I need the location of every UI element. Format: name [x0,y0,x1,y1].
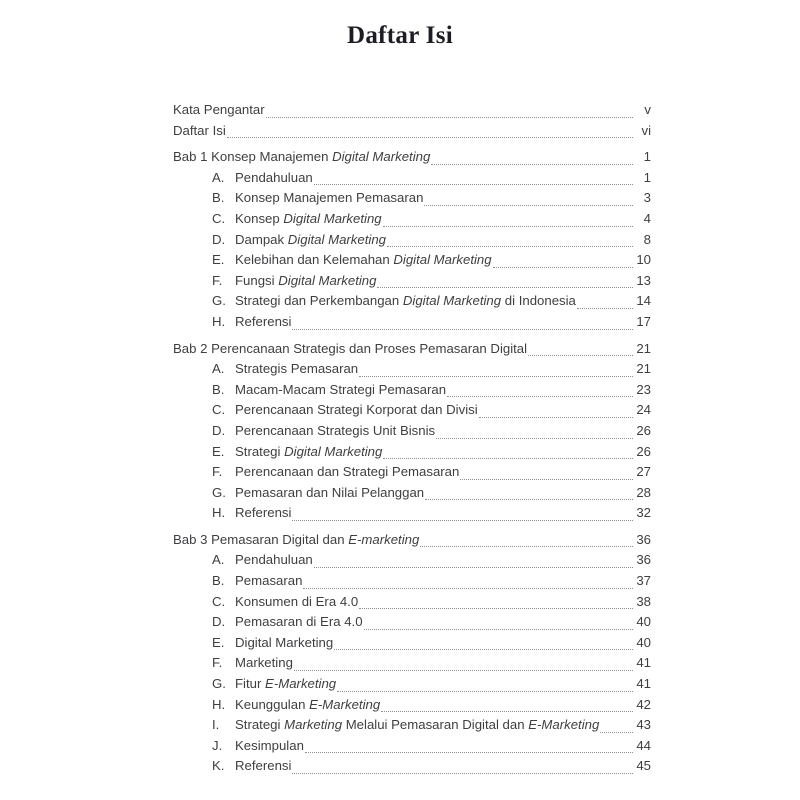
toc-entry-page-number: 36 [636,552,651,568]
toc-entry-page-number: 4 [643,210,651,226]
toc-dot-leader [479,417,633,418]
toc-entry-page-number: 21 [636,340,651,356]
toc-entry-page-number: 21 [636,361,651,377]
toc-entry-title: Konsep Manajemen Pemasaran [235,190,424,206]
toc-entry-title: Pemasaran di Era 4.0 [235,614,363,630]
toc-entry-page-number: 1 [643,149,651,165]
toc-entry-title: Pendahuluan [235,169,313,185]
toc-entry-title: Strategi dan Perkembangan Digital Marketing di Indonesia [235,293,576,309]
toc-dot-leader [334,649,633,650]
toc-dot-leader [420,546,633,547]
toc-entry-title: Referensi [235,313,292,329]
toc-entry-page-number: 41 [636,655,651,671]
toc-dot-leader [424,205,633,206]
toc-entry-title: Macam-Macam Strategi Pemasaran [235,381,447,397]
toc-entry-title: Daftar Isi [173,122,226,138]
toc-entry-page-number: 26 [636,422,651,438]
toc-dot-leader [292,329,633,330]
toc-entry-page-number: 43 [636,717,651,733]
toc-entry-page-number: 26 [636,443,651,459]
toc-entry-letter: G. [212,484,226,500]
toc-entry-letter: E. [212,252,225,268]
toc-entry-title: Bab 3 Pemasaran Digital dan E-marketing [173,531,420,547]
toc-entry-letter: I. [212,717,220,733]
toc-entry[interactable] [173,188,651,209]
toc-entry[interactable] [173,421,651,442]
toc-entry-letter: F. [212,272,223,288]
toc-entry-letter: C. [212,593,226,609]
toc-entry-page-number: 23 [636,381,651,397]
toc-dot-leader [292,773,633,774]
toc-entry[interactable] [173,250,651,271]
toc-entry[interactable] [173,380,651,401]
toc-entry-page-number: 41 [636,676,651,692]
toc-entry-letter: B. [212,190,225,206]
toc-entry[interactable] [173,503,651,524]
toc-dot-leader [436,438,633,439]
toc-entry-title: Perencanaan Strategis Unit Bisnis [235,422,436,438]
toc-entry[interactable] [173,271,651,292]
toc-entry[interactable] [173,400,651,421]
toc-entry-title: Pemasaran [235,573,303,589]
toc-entry-letter: H. [212,696,226,712]
toc-entry-page-number: 45 [636,758,651,774]
toc-dot-leader [447,396,633,397]
toc-entry-page-number: 42 [636,696,651,712]
toc-entry-letter: B. [212,381,225,397]
toc-dot-leader [266,117,633,118]
toc-entry-letter: A. [212,361,225,377]
toc-entry-title: Pemasaran dan Nilai Pelanggan [235,484,425,500]
toc-entry-title: Dampak Digital Marketing [235,231,386,247]
toc-entry[interactable] [173,674,651,695]
page-title: Daftar Isi [346,22,453,49]
toc-dot-leader [305,752,633,753]
toc-entry-letter: F. [212,655,223,671]
toc-entry-page-number: 14 [636,293,651,309]
toc-entry[interactable] [173,121,651,142]
toc-dot-leader [381,711,633,712]
toc-entry-letter: A. [212,169,225,185]
toc-entry-page-number: 37 [636,573,651,589]
toc-entry[interactable] [173,483,651,504]
toc-entry[interactable] [173,359,651,380]
toc-entry-title: Kelebihan dan Kelemahan Digital Marketing [235,252,492,268]
toc-entry[interactable] [173,312,651,333]
toc-entry[interactable] [173,168,651,189]
toc-entry[interactable] [173,633,651,654]
toc-entry[interactable] [173,462,651,483]
toc-entry[interactable] [173,571,651,592]
toc-entry-page-number: 40 [636,634,651,650]
toc-entry-letter: D. [212,614,226,630]
table-of-contents [173,100,651,777]
toc-entry-title: Kesimpulan [235,737,304,753]
toc-entry-page-number: 3 [643,190,651,206]
toc-dot-leader [431,164,633,165]
toc-dot-leader [383,458,633,459]
toc-entry-letter: E. [212,443,225,459]
toc-entry[interactable] [173,592,651,613]
toc-entry-page-number: 32 [636,505,651,521]
toc-dot-leader [359,376,633,377]
toc-entry-page-number: 36 [636,531,651,547]
toc-entry-letter: C. [212,210,226,226]
toc-entry-title: Pendahuluan [235,552,313,568]
toc-entry-title: Keunggulan E-Marketing [235,696,381,712]
toc-entry-page-number: 38 [636,593,651,609]
toc-entry-letter: H. [212,505,226,521]
toc-entry[interactable] [173,530,651,551]
toc-entry-title: Strategi Marketing Melalui Pemasaran Digital dan E-Marketing [235,717,600,733]
toc-dot-leader [314,184,633,185]
toc-entry-letter: B. [212,573,225,589]
toc-entry-title: Strategis Pemasaran [235,361,359,377]
toc-entry-title: Kata Pengantar [173,102,265,117]
toc-dot-leader [600,732,633,733]
toc-entry-title: Perencanaan dan Strategi Pemasaran [235,464,460,480]
toc-entry[interactable] [173,612,651,633]
toc-entry-title: Bab 1 Konsep Manajemen Digital Marketing [173,149,431,165]
toc-entry-letter: G. [212,293,226,309]
toc-entry-page-number: 10 [636,252,651,268]
toc-dot-leader [314,567,633,568]
toc-entry[interactable] [173,291,651,312]
toc-entry-letter: G. [212,676,226,692]
toc-dot-leader [528,355,633,356]
toc-entry-title: Digital Marketing [235,634,334,650]
toc-entry-title: Bab 2 Perencanaan Strategis dan Proses Pemasaran Digital [173,340,528,356]
toc-entry-page-number: 44 [636,737,651,753]
toc-entry-title: Strategi Digital Marketing [235,443,383,459]
toc-entry-title: Konsep Digital Marketing [235,210,382,226]
toc-dot-leader [364,629,633,630]
toc-entry[interactable] [173,715,651,736]
toc-entry[interactable] [173,442,651,463]
toc-entry-page-number: 8 [643,231,651,247]
toc-entry[interactable] [173,100,651,121]
toc-entry-letter: H. [212,313,226,329]
toc-entry[interactable] [173,209,651,230]
toc-dot-leader [425,499,633,500]
toc-dot-leader [377,287,633,288]
toc-entry-letter: D. [212,231,226,247]
toc-entry-page-number: 13 [636,272,651,288]
toc-entry-letter: D. [212,422,226,438]
toc-entry-letter: K. [212,758,225,774]
toc-dot-leader [460,479,633,480]
toc-entry-title: Fitur E-Marketing [235,676,337,692]
toc-entry-page-number: 1 [643,169,651,185]
toc-entry-page-number: 27 [636,464,651,480]
toc-entry-title: Marketing [235,655,293,671]
toc-entry-title: Referensi [235,505,292,521]
toc-dot-leader [359,608,633,609]
toc-dot-leader [387,246,633,247]
toc-entry[interactable] [173,550,651,571]
toc-dot-leader [294,670,633,671]
toc-dot-leader [303,588,633,589]
toc-entry[interactable] [173,653,651,674]
toc-entry-page-number: 17 [636,313,651,329]
toc-dot-leader [292,520,633,521]
toc-dot-leader [337,691,633,692]
toc-entry[interactable] [173,695,651,716]
toc-entry-page-number: v [644,102,651,117]
toc-entry-page-number: 40 [636,614,651,630]
toc-entry-page-number: 28 [636,484,651,500]
toc-entry-letter: J. [212,737,223,753]
toc-entry-title: Konsumen di Era 4.0 [235,593,359,609]
toc-entry-letter: E. [212,634,225,650]
toc-entry[interactable] [173,230,651,251]
toc-entry[interactable] [173,736,651,757]
toc-entry-title: Fungsi Digital Marketing [235,272,377,288]
toc-dot-leader [227,137,633,138]
toc-entry-letter: C. [212,402,226,418]
toc-dot-leader [577,308,633,309]
toc-entry-page-number: vi [641,122,651,138]
toc-entry[interactable] [173,147,651,168]
toc-entry[interactable] [173,339,651,360]
toc-entry-letter: A. [212,552,225,568]
toc-dot-leader [493,267,633,268]
toc-entry-title: Referensi [235,758,292,774]
toc-entry-page-number: 24 [636,402,651,418]
toc-entry[interactable] [173,756,651,777]
toc-entry-letter: F. [212,464,223,480]
toc-entry-title: Perencanaan Strategi Korporat dan Divisi [235,402,478,418]
toc-dot-leader [383,226,633,227]
